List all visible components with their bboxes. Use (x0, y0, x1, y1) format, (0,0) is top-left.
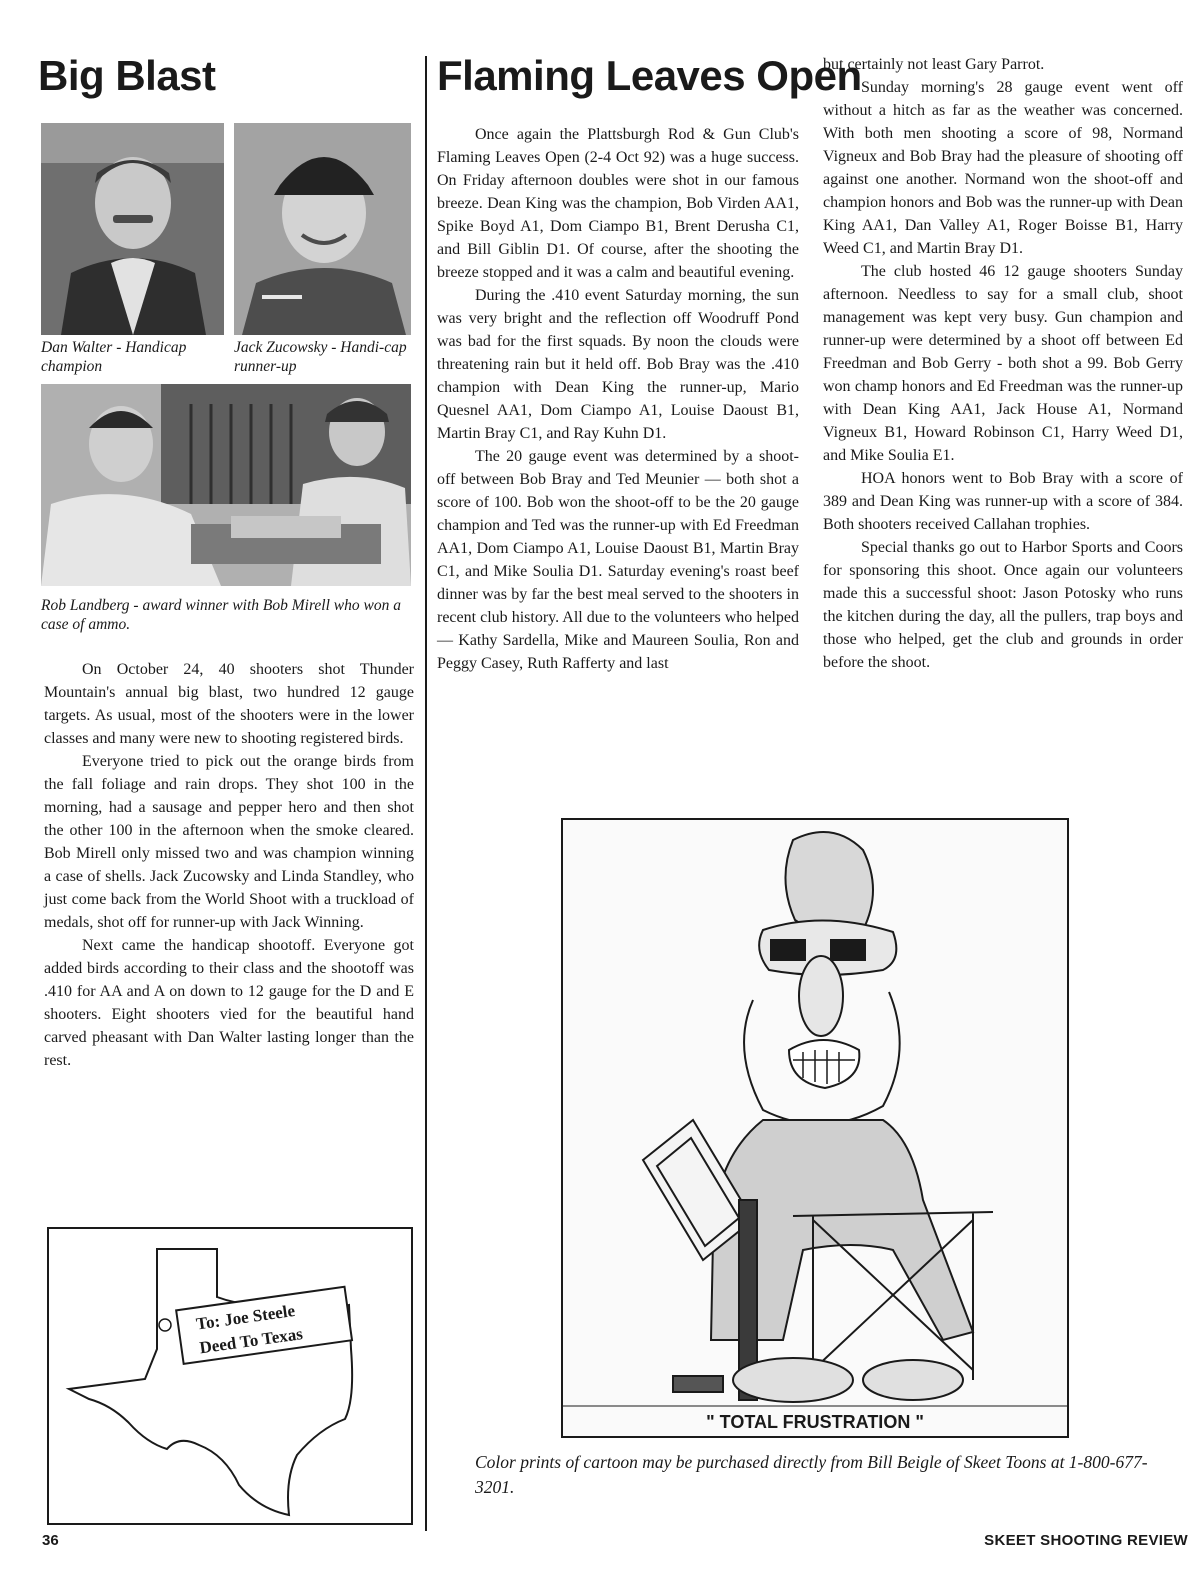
photo-dan-walter (41, 123, 224, 335)
body-paragraph: Next came the handicap shootoff. Everyone got added birds according to their class and the shootoff was .410 for AA and A on down to 12 gauge for the D and E shooters. Eight shooters vied for the beautiful hand carved pheasant with Dan Walter lasting longer than the rest. (44, 937, 414, 1069)
cartoon-title: " TOTAL FRUSTRATION " (706, 1412, 924, 1432)
big-blast-headline: Big Blast (38, 52, 216, 99)
map-sign-line-2: Deed To Texas (198, 1324, 304, 1358)
map-sign-line-1: To: Joe Steele (194, 1300, 297, 1334)
flaming-leaves-headline: Flaming Leaves Open (437, 52, 862, 99)
photo-caption: Jack Zucowsky - Handi-cap runner-up (234, 339, 407, 375)
photo-caption: Dan Walter - Handicap champion (41, 339, 187, 375)
body-paragraph: HOA honors went to Bob Bray with a score of 389 and Dean King was runner-up with a score of 384. Both shooters received Callahan trophies. (823, 470, 1183, 533)
body-paragraph: Special thanks go out to Harbor Sports and Coors for sponsoring this shoot. Once again our volunteers made this a successful shoot: Jason Potosky who runs the kitchen during the day, all the pullers, trap boys and those who helped, get the club and grounds in order before the shoot. (823, 539, 1183, 671)
cartoon-caption: Color prints of cartoon may be purchased directly from Bill Beigle of Skeet Toons at 1-800-677-3201. (475, 1452, 1148, 1497)
flaming-leaves-body-col-1 (437, 123, 799, 675)
magazine-name: SKEET SHOOTING REVIEW (984, 1532, 1188, 1549)
body-paragraph: Everyone tried to pick out the orange birds from the fall foliage and rain drops. They shot 100 in the morning, had a sausage and pepper hero and then shot the other 100 in the afternoon when the smoke cleared. Bob Mirell only missed two and was champion winning a case of shells. Jack Zucowsky and Linda Standley, who just come back from the World Shoot with a truckload of medals, shot off for runner-up with Jack Winning. (44, 753, 414, 931)
body-paragraph: but certainly not least Gary Parrot. (823, 56, 1045, 73)
flaming-leaves-body-col-2 (823, 53, 1183, 674)
body-paragraph: The 20 gauge event was determined by a shoot-off between Bob Bray and Ted Meunier — both shot a score of 100. Bob won the shoot-off to be the 20 gauge champion and Ted was the runner-up with Ed Freedman AA1, Dom Ciampo A1, Louise Daoust B1, Martin Bray C1, and Mike Soulia D1. Saturday evening's roast beef dinner was by far the best meal served to the shooters in recent club history. All due to the volunteers who helped — Kathy Sardella, Mike and Maureen Soulia, Ron and Peggy Casey, Ruth Rafferty and last (437, 448, 799, 672)
body-paragraph: During the .410 event Saturday morning, the sun was very bright and the reflection off Woodruff Pond was bad for the first squads. By noon the clouds were threatening rain but it held off. Bob Bray was the .410 champion with Dean King the runner-up, Mario Quesnel AA1, Dom Ciampo A1, Louise Daoust B1, Martin Bray C1, and Ray Kuhn D1. (437, 287, 799, 442)
cartoon-illustration (561, 818, 1069, 1438)
body-paragraph: Once again the Plattsburgh Rod & Gun Club's Flaming Leaves Open (2-4 Oct 92) was a huge success. On Friday afternoon doubles were shot in our famous breeze. Dean King was the champion, Bob Virden AA1, Spike Boyd A1, Dom Ciampo B1, Brent Derusha C1, and Bill Giblin D1. Of course, after the shooting the breeze stopped and it was a calm and beautiful evening. (437, 126, 799, 281)
big-blast-body (44, 658, 414, 1072)
body-paragraph: On October 24, 40 shooters shot Thunder Mountain's annual big blast, two hundred 12 gauge targets. As usual, most of the shooters were in the lower classes and many were new to shooting registered birds. (44, 661, 414, 747)
photo-jack-zucowsky (234, 123, 411, 335)
page-number: 36 (42, 1532, 59, 1549)
body-paragraph: The club hosted 46 12 gauge shooters Sunday afternoon. Needless to say for a small club, shoot management was kept very busy. Gun champion and runner-up were determined by a shoot off between Ed Freedman and Bob Gerry - both shot a 99. Bob Gerry won champ honors and Ed Freedman was the runner-up with Dean King AA1, Jack House A1, Normand Vigneux B1, Howard Robinson C1, Harry Weed D1, and Mike Soulia E1. (823, 263, 1183, 464)
column-divider (425, 56, 427, 1531)
texas-map-illustration (47, 1227, 413, 1525)
photo-caption: Rob Landberg - award winner with Bob Mirell who won a case of ammo. (41, 597, 401, 633)
photo-rob-landberg (41, 384, 411, 586)
body-paragraph: Sunday morning's 28 gauge event went off without a hitch as far as the weather was concerned. With both men shooting a score of 98, Normand Vigneux and Bob Bray had the pleasure of shooting off against one another. Normand won the shoot-off and champion honors and Bob was the runner-up with Dean King AA1, Dan Valley A1, Roger Boisse B1, Harry Weed C1, and Martin Bray D1. (823, 79, 1183, 257)
